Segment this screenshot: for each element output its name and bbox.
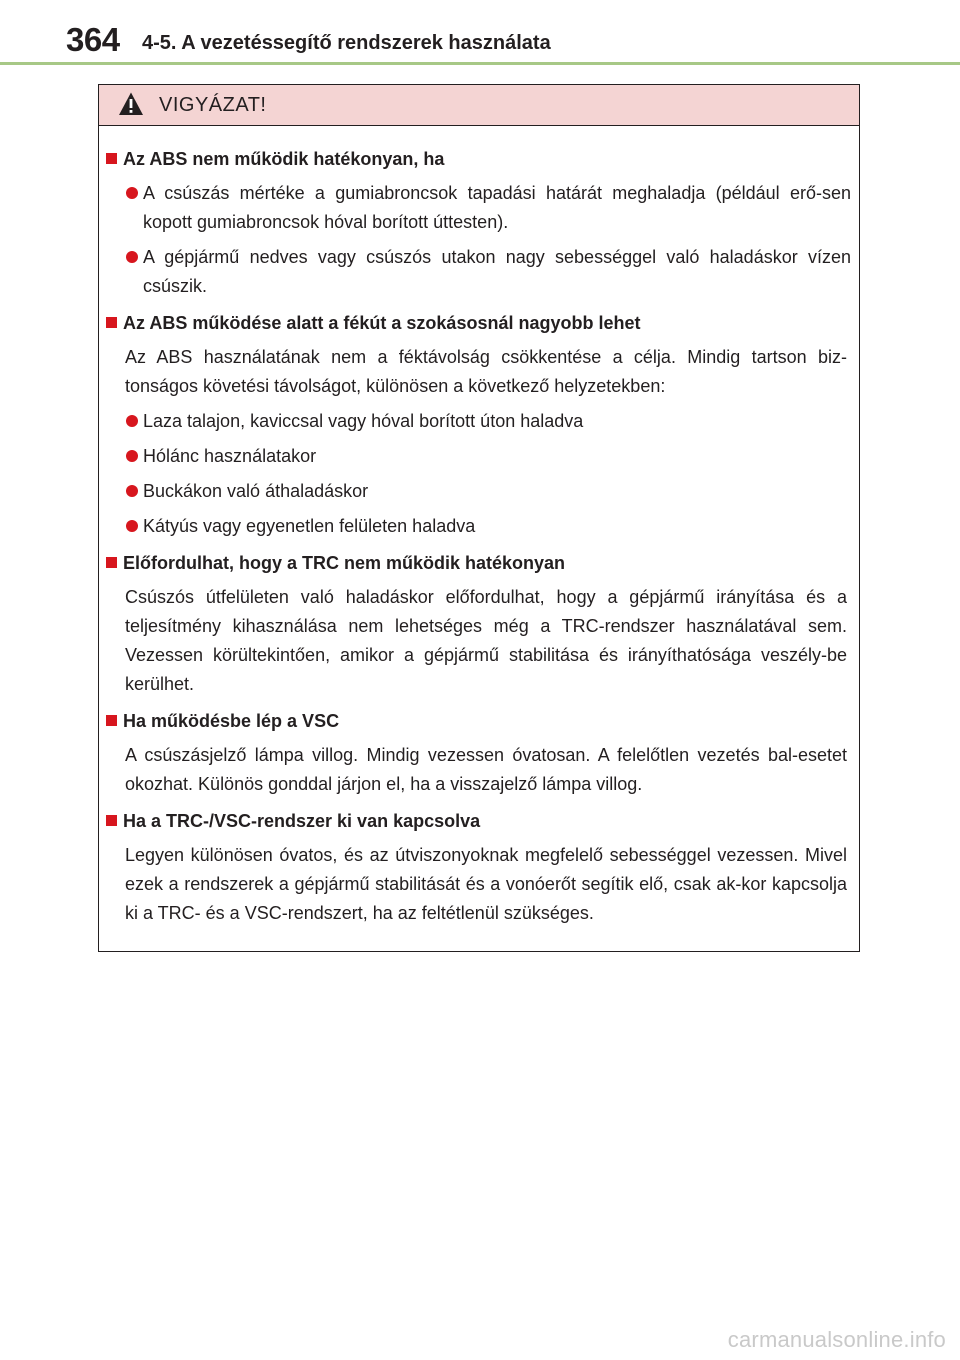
list-item bbox=[99, 407, 859, 436]
bullet-dot-icon bbox=[126, 485, 138, 497]
list-item-text: A csúszás mértéke a gumiabroncsok tapadási határát meghaladja (például erő-sen kopott gumiabroncsok hóval borított úttesten). bbox=[143, 183, 851, 232]
warning-header bbox=[99, 85, 859, 126]
section-trc-vsc-off bbox=[99, 807, 859, 928]
section-paragraph: Az ABS használatának nem a féktávolság csökkentése a célja. Mindig tartson biz-tonságos követési távolságot, különösen a következő helyzetekben: bbox=[125, 347, 847, 396]
warning-box bbox=[98, 84, 860, 952]
section-abs-braking-distance bbox=[99, 309, 859, 541]
bullet-dot-icon bbox=[126, 520, 138, 532]
section-heading bbox=[99, 145, 859, 173]
square-bullet-icon bbox=[106, 153, 117, 164]
watermark: carmanualsonline.info bbox=[727, 1327, 946, 1352]
bullet-dot-icon bbox=[126, 251, 138, 263]
list-item bbox=[99, 243, 859, 301]
chapter-title: 4-5. A vezetéssegítő rendszerek használata bbox=[142, 32, 551, 54]
header-divider bbox=[0, 62, 960, 65]
bullet-dot-icon bbox=[126, 450, 138, 462]
list-item bbox=[99, 477, 859, 506]
list-item-text: Laza talajon, kaviccsal vagy hóval borított úton haladva bbox=[143, 411, 584, 431]
warning-title: VIGYÁZAT! bbox=[159, 94, 267, 116]
section-vsc-active bbox=[99, 707, 859, 799]
square-bullet-icon bbox=[106, 715, 117, 726]
warning-body bbox=[99, 137, 859, 928]
square-bullet-icon bbox=[106, 815, 117, 826]
section-heading bbox=[99, 707, 859, 735]
section-heading-text: Ha működésbe lép a VSC bbox=[123, 711, 340, 731]
list-item bbox=[99, 442, 859, 471]
list-item-text: Hólánc használatakor bbox=[143, 446, 317, 466]
bullet-dot-icon bbox=[126, 415, 138, 427]
list-item-text: Buckákon való áthaladáskor bbox=[143, 481, 369, 501]
warning-triangle-icon bbox=[118, 91, 144, 117]
section-heading bbox=[99, 807, 859, 835]
bullet-dot-icon bbox=[126, 187, 138, 199]
square-bullet-icon bbox=[106, 557, 117, 568]
section-heading-text: Az ABS működése alatt a fékút a szokásosnál nagyobb lehet bbox=[123, 313, 641, 333]
section-heading-text: Az ABS nem működik hatékonyan, ha bbox=[123, 149, 445, 169]
section-heading-text: Ha a TRC-/VSC-rendszer ki van kapcsolva bbox=[123, 811, 481, 831]
list-item bbox=[99, 512, 859, 541]
list-item-text: Kátyús vagy egyenetlen felületen haladva bbox=[143, 516, 476, 536]
section-heading bbox=[99, 549, 859, 577]
page-number: 364 bbox=[66, 21, 120, 58]
section-heading-text: Előfordulhat, hogy a TRC nem működik hatékonyan bbox=[123, 553, 566, 573]
section-paragraph: Csúszós útfelületen való haladáskor előfordulhat, hogy a gépjármű irányítása és a teljesítmény kihasználása nem lehetséges még a TRC-rendszer használatával sem. Vezessen körültekintően, amikor a gépjármű stabilitása és irányíthatósága veszély-be kerülhet. bbox=[125, 587, 847, 694]
square-bullet-icon bbox=[106, 317, 117, 328]
section-heading bbox=[99, 309, 859, 337]
page-header bbox=[0, 0, 960, 64]
list-item bbox=[99, 179, 859, 237]
section-paragraph: A csúszásjelző lámpa villog. Mindig vezessen óvatosan. A felelőtlen vezetés bal-esetet okozhat. Különös gonddal járjon el, ha a visszajelző lámpa villog. bbox=[125, 745, 847, 794]
section-trc-ineffective bbox=[99, 549, 859, 699]
list-item-text: A gépjármű nedves vagy csúszós utakon nagy sebességgel való haladáskor vízen csúszik. bbox=[143, 247, 851, 296]
section-abs-ineffective bbox=[99, 145, 859, 301]
section-paragraph: Legyen különösen óvatos, és az útviszonyoknak megfelelő sebességgel vezessen. Mivel ezek a rendszerek a gépjármű stabilitását és a vonóerőt segítik elő, csak ak-kor kapcsolja ki a TRC- és a VSC-rendszert, ha az feltétlenül szükséges. bbox=[125, 845, 847, 923]
